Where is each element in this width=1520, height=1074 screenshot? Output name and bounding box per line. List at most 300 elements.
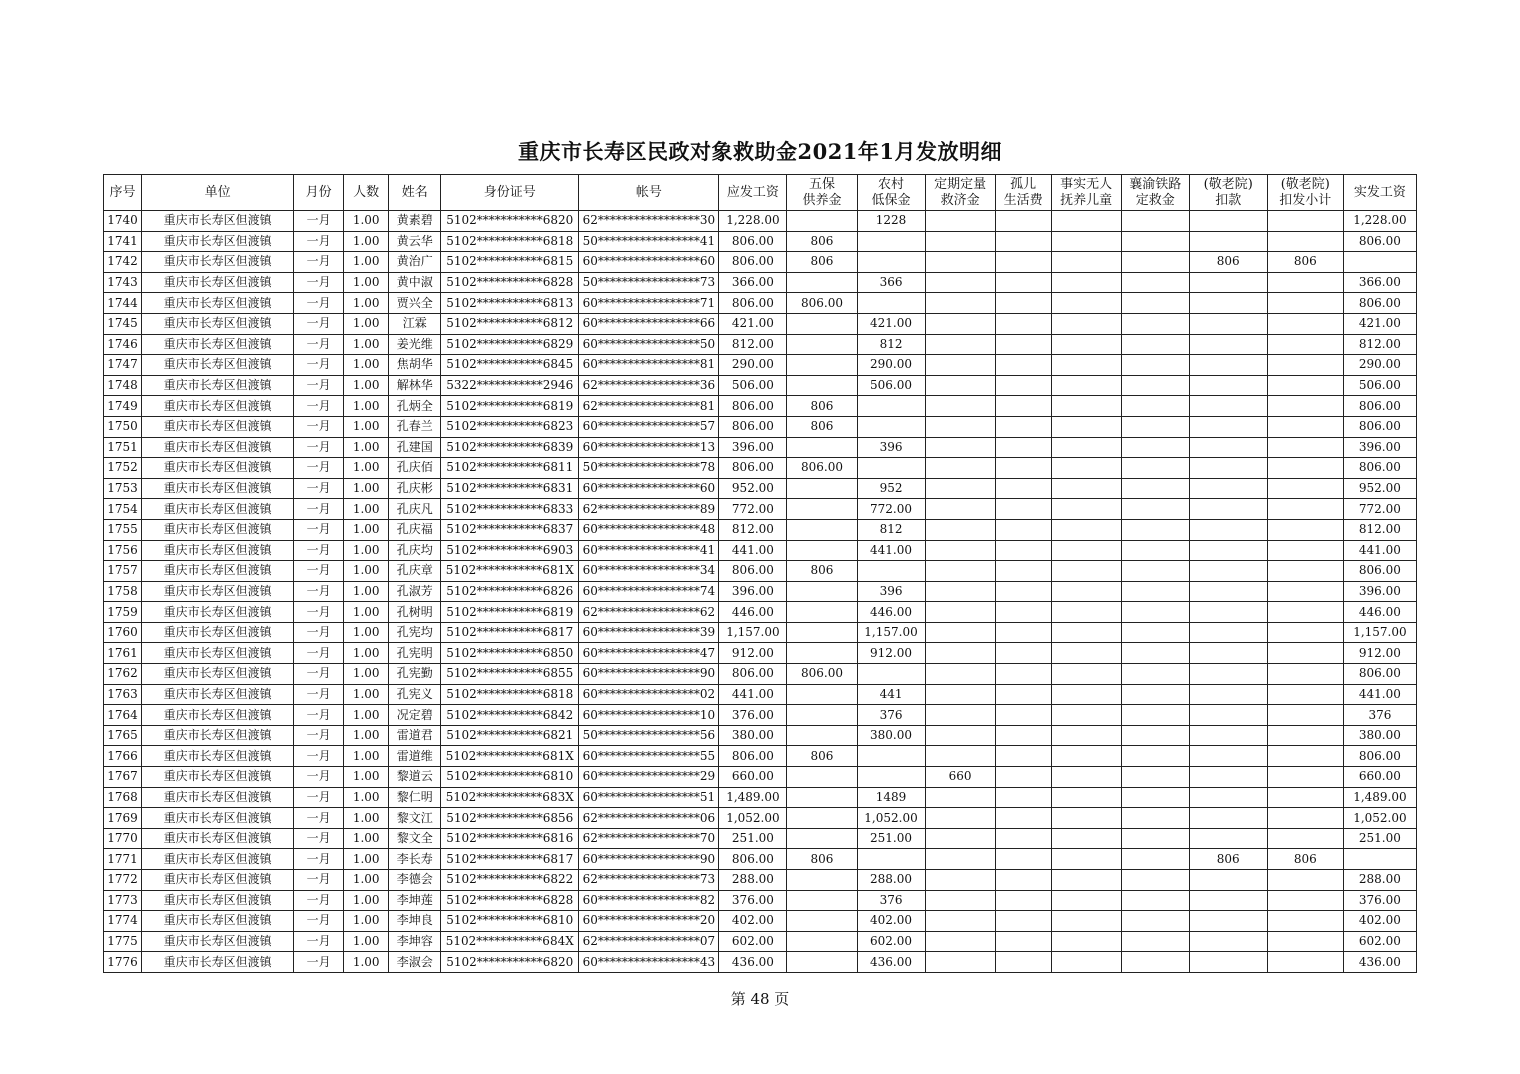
five-guarantee-support-cell [787, 767, 857, 788]
actual-payment-cell [1343, 252, 1416, 273]
id-number-cell: 5102***********6811 [441, 458, 579, 479]
regular-relief-cell [925, 911, 995, 932]
unit-cell: 重庆市长寿区但渡镇 [142, 705, 294, 726]
payable-amount-cell: 1,489.00 [719, 787, 787, 808]
row-number-cell: 1748 [104, 375, 142, 396]
five-guarantee-support-cell [787, 643, 857, 664]
nursing-home-deduction-cell [1189, 334, 1267, 355]
actual-payment-cell: 952.00 [1343, 478, 1416, 499]
column-header [579, 175, 719, 211]
nursing-home-deduction-cell [1189, 643, 1267, 664]
five-guarantee-support-cell: 806.00 [787, 293, 857, 314]
month-cell: 一月 [294, 272, 344, 293]
unit-cell: 重庆市长寿区但渡镇 [142, 643, 294, 664]
unsupported-child-cell [1051, 911, 1121, 932]
nursing-home-deduction-cell: 806 [1189, 849, 1267, 870]
orphan-living-cell [995, 252, 1051, 273]
account-number-cell: 60*****************57 [579, 416, 719, 437]
row-number-cell: 1765 [104, 725, 142, 746]
regular-relief-cell [925, 416, 995, 437]
nursing-home-withheld-cell [1267, 952, 1343, 973]
actual-payment-cell: 396.00 [1343, 437, 1416, 458]
row-number-cell: 1753 [104, 478, 142, 499]
unit-cell: 重庆市长寿区但渡镇 [142, 396, 294, 417]
rural-subsistence-cell [857, 746, 925, 767]
orphan-living-cell [995, 396, 1051, 417]
regular-relief-cell [925, 519, 995, 540]
unit-cell: 重庆市长寿区但渡镇 [142, 622, 294, 643]
table-row [104, 458, 1417, 479]
unit-cell: 重庆市长寿区但渡镇 [142, 767, 294, 788]
account-number-cell: 60*****************60 [579, 478, 719, 499]
table-row [104, 911, 1417, 932]
unit-cell: 重庆市长寿区但渡镇 [142, 602, 294, 623]
nursing-home-withheld-cell [1267, 499, 1343, 520]
five-guarantee-support-cell [787, 787, 857, 808]
five-guarantee-support-cell [787, 890, 857, 911]
payable-amount-cell: 421.00 [719, 313, 787, 334]
orphan-living-cell [995, 313, 1051, 334]
nursing-home-withheld-cell [1267, 396, 1343, 417]
account-number-cell: 60*****************90 [579, 664, 719, 685]
orphan-living-cell [995, 911, 1051, 932]
row-number-cell: 1752 [104, 458, 142, 479]
table-row [104, 519, 1417, 540]
row-number-cell: 1770 [104, 828, 142, 849]
column-header-line: 襄渝铁路 [1129, 176, 1182, 192]
payable-amount-cell: 912.00 [719, 643, 787, 664]
column-header-line: 五保 [808, 176, 835, 192]
month-cell: 一月 [294, 705, 344, 726]
five-guarantee-support-cell [787, 499, 857, 520]
id-number-cell: 5102***********6810 [441, 911, 579, 932]
five-guarantee-support-cell: 806 [787, 252, 857, 273]
account-number-cell: 60*****************66 [579, 313, 719, 334]
nursing-home-deduction-cell [1189, 911, 1267, 932]
nursing-home-deduction-cell [1189, 272, 1267, 293]
regular-relief-cell: 660 [925, 767, 995, 788]
headcount-cell: 1.00 [344, 705, 389, 726]
headcount-cell: 1.00 [344, 911, 389, 932]
account-number-cell: 62*****************89 [579, 499, 719, 520]
rural-subsistence-cell: 506.00 [857, 375, 925, 396]
account-number-cell: 50*****************78 [579, 458, 719, 479]
nursing-home-deduction-cell [1189, 375, 1267, 396]
actual-payment-cell: 288.00 [1343, 870, 1416, 891]
railway-relief-cell [1121, 931, 1189, 952]
railway-relief-cell [1121, 313, 1189, 334]
month-cell: 一月 [294, 911, 344, 932]
headcount-cell: 1.00 [344, 355, 389, 376]
actual-payment-cell: 806.00 [1343, 458, 1416, 479]
regular-relief-cell [925, 931, 995, 952]
row-number-cell: 1743 [104, 272, 142, 293]
unsupported-child-cell [1051, 849, 1121, 870]
unit-cell: 重庆市长寿区但渡镇 [142, 499, 294, 520]
five-guarantee-support-cell: 806 [787, 231, 857, 252]
account-number-cell: 50*****************73 [579, 272, 719, 293]
unit-cell: 重庆市长寿区但渡镇 [142, 849, 294, 870]
regular-relief-cell [925, 252, 995, 273]
unsupported-child-cell [1051, 602, 1121, 623]
railway-relief-cell [1121, 849, 1189, 870]
nursing-home-deduction-cell [1189, 767, 1267, 788]
actual-payment-cell: 806.00 [1343, 561, 1416, 582]
orphan-living-cell [995, 622, 1051, 643]
table-row [104, 643, 1417, 664]
payable-amount-cell: 506.00 [719, 375, 787, 396]
unsupported-child-cell [1051, 313, 1121, 334]
row-number-cell: 1763 [104, 684, 142, 705]
unsupported-child-cell [1051, 787, 1121, 808]
unsupported-child-cell [1051, 499, 1121, 520]
payable-amount-cell: 772.00 [719, 499, 787, 520]
headcount-cell: 1.00 [344, 334, 389, 355]
rural-subsistence-cell [857, 849, 925, 870]
headcount-cell: 1.00 [344, 581, 389, 602]
month-cell: 一月 [294, 622, 344, 643]
actual-payment-cell: 376.00 [1343, 890, 1416, 911]
column-header-line: 生活费 [1003, 192, 1043, 208]
name-cell: 贾兴全 [389, 293, 441, 314]
nursing-home-withheld-cell [1267, 808, 1343, 829]
nursing-home-withheld-cell [1267, 519, 1343, 540]
five-guarantee-support-cell [787, 622, 857, 643]
five-guarantee-support-cell [787, 355, 857, 376]
payable-amount-cell: 380.00 [719, 725, 787, 746]
name-cell: 黎仁明 [389, 787, 441, 808]
rural-subsistence-cell [857, 252, 925, 273]
id-number-cell: 5322***********2946 [441, 375, 579, 396]
regular-relief-cell [925, 952, 995, 973]
month-cell: 一月 [294, 355, 344, 376]
name-cell: 李坤容 [389, 931, 441, 952]
actual-payment-cell: 446.00 [1343, 602, 1416, 623]
nursing-home-deduction-cell: 806 [1189, 252, 1267, 273]
headcount-cell: 1.00 [344, 231, 389, 252]
regular-relief-cell [925, 499, 995, 520]
nursing-home-withheld-cell [1267, 334, 1343, 355]
five-guarantee-support-cell [787, 334, 857, 355]
row-number-cell: 1771 [104, 849, 142, 870]
row-number-cell: 1766 [104, 746, 142, 767]
name-cell: 解林华 [389, 375, 441, 396]
column-header-line: 单位 [204, 184, 231, 200]
name-cell: 孔宪明 [389, 643, 441, 664]
unsupported-child-cell [1051, 828, 1121, 849]
orphan-living-cell [995, 437, 1051, 458]
month-cell: 一月 [294, 396, 344, 417]
orphan-living-cell [995, 211, 1051, 232]
five-guarantee-support-cell: 806 [787, 849, 857, 870]
nursing-home-withheld-cell [1267, 787, 1343, 808]
nursing-home-withheld-cell [1267, 746, 1343, 767]
payable-amount-cell: 441.00 [719, 540, 787, 561]
orphan-living-cell [995, 293, 1051, 314]
payable-amount-cell: 446.00 [719, 602, 787, 623]
account-number-cell: 62*****************30 [579, 211, 719, 232]
id-number-cell: 5102***********6903 [441, 540, 579, 561]
table-header-row [104, 175, 1417, 211]
headcount-cell: 1.00 [344, 416, 389, 437]
name-cell: 李长寿 [389, 849, 441, 870]
id-number-cell: 5102***********6817 [441, 622, 579, 643]
account-number-cell: 62*****************07 [579, 931, 719, 952]
account-number-cell: 60*****************20 [579, 911, 719, 932]
row-number-cell: 1774 [104, 911, 142, 932]
month-cell: 一月 [294, 746, 344, 767]
month-cell: 一月 [294, 375, 344, 396]
railway-relief-cell [1121, 684, 1189, 705]
column-header-line: 救济金 [940, 192, 980, 208]
payable-amount-cell: 396.00 [719, 437, 787, 458]
id-number-cell: 5102***********681X [441, 561, 579, 582]
row-number-cell: 1761 [104, 643, 142, 664]
unsupported-child-cell [1051, 622, 1121, 643]
payable-amount-cell: 288.00 [719, 870, 787, 891]
row-number-cell: 1740 [104, 211, 142, 232]
unit-cell: 重庆市长寿区但渡镇 [142, 375, 294, 396]
nursing-home-deduction-cell [1189, 355, 1267, 376]
nursing-home-withheld-cell [1267, 725, 1343, 746]
row-number-cell: 1760 [104, 622, 142, 643]
rural-subsistence-cell: 446.00 [857, 602, 925, 623]
unit-cell: 重庆市长寿区但渡镇 [142, 540, 294, 561]
unit-cell: 重庆市长寿区但渡镇 [142, 870, 294, 891]
headcount-cell: 1.00 [344, 313, 389, 334]
headcount-cell: 1.00 [344, 293, 389, 314]
table-row [104, 581, 1417, 602]
unsupported-child-cell [1051, 684, 1121, 705]
row-number-cell: 1749 [104, 396, 142, 417]
regular-relief-cell [925, 355, 995, 376]
payable-amount-cell: 1,052.00 [719, 808, 787, 829]
five-guarantee-support-cell [787, 540, 857, 561]
orphan-living-cell [995, 808, 1051, 829]
table-body [104, 211, 1417, 973]
table-row [104, 272, 1417, 293]
headcount-cell: 1.00 [344, 437, 389, 458]
railway-relief-cell [1121, 643, 1189, 664]
rural-subsistence-cell: 441 [857, 684, 925, 705]
column-header [995, 175, 1051, 211]
table-row [104, 293, 1417, 314]
column-header-line: 身份证号 [483, 184, 536, 200]
name-cell: 孔庆福 [389, 519, 441, 540]
rural-subsistence-cell: 952 [857, 478, 925, 499]
unsupported-child-cell [1051, 870, 1121, 891]
table-row [104, 355, 1417, 376]
actual-payment-cell: 602.00 [1343, 931, 1416, 952]
regular-relief-cell [925, 581, 995, 602]
column-header-line: 实发工资 [1353, 184, 1406, 200]
unit-cell: 重庆市长寿区但渡镇 [142, 931, 294, 952]
headcount-cell: 1.00 [344, 458, 389, 479]
nursing-home-withheld-cell [1267, 828, 1343, 849]
id-number-cell: 5102***********6810 [441, 767, 579, 788]
account-number-cell: 50*****************56 [579, 725, 719, 746]
account-number-cell: 62*****************62 [579, 602, 719, 623]
headcount-cell: 1.00 [344, 808, 389, 829]
regular-relief-cell [925, 293, 995, 314]
table-row [104, 870, 1417, 891]
actual-payment-cell: 1,157.00 [1343, 622, 1416, 643]
unsupported-child-cell [1051, 540, 1121, 561]
actual-payment-cell: 251.00 [1343, 828, 1416, 849]
account-number-cell: 60*****************51 [579, 787, 719, 808]
month-cell: 一月 [294, 252, 344, 273]
id-number-cell: 5102***********6842 [441, 705, 579, 726]
id-number-cell: 5102***********6829 [441, 334, 579, 355]
name-cell: 黄治广 [389, 252, 441, 273]
actual-payment-cell: 436.00 [1343, 952, 1416, 973]
month-cell: 一月 [294, 416, 344, 437]
table-row [104, 787, 1417, 808]
name-cell: 孔庆佰 [389, 458, 441, 479]
orphan-living-cell [995, 931, 1051, 952]
headcount-cell: 1.00 [344, 375, 389, 396]
column-header [344, 175, 389, 211]
nursing-home-deduction-cell [1189, 293, 1267, 314]
nursing-home-withheld-cell [1267, 458, 1343, 479]
name-cell: 雷道君 [389, 725, 441, 746]
row-number-cell: 1747 [104, 355, 142, 376]
unit-cell: 重庆市长寿区但渡镇 [142, 355, 294, 376]
nursing-home-deduction-cell [1189, 561, 1267, 582]
actual-payment-cell: 806.00 [1343, 664, 1416, 685]
headcount-cell: 1.00 [344, 870, 389, 891]
regular-relief-cell [925, 231, 995, 252]
column-header [1343, 175, 1416, 211]
regular-relief-cell [925, 849, 995, 870]
orphan-living-cell [995, 272, 1051, 293]
railway-relief-cell [1121, 355, 1189, 376]
regular-relief-cell [925, 890, 995, 911]
five-guarantee-support-cell: 806.00 [787, 458, 857, 479]
railway-relief-cell [1121, 746, 1189, 767]
row-number-cell: 1769 [104, 808, 142, 829]
row-number-cell: 1745 [104, 313, 142, 334]
table-row [104, 478, 1417, 499]
unsupported-child-cell [1051, 519, 1121, 540]
payable-amount-cell: 1,157.00 [719, 622, 787, 643]
five-guarantee-support-cell [787, 931, 857, 952]
unit-cell: 重庆市长寿区但渡镇 [142, 334, 294, 355]
payable-amount-cell: 251.00 [719, 828, 787, 849]
account-number-cell: 60*****************34 [579, 561, 719, 582]
actual-payment-cell: 396.00 [1343, 581, 1416, 602]
railway-relief-cell [1121, 478, 1189, 499]
unit-cell: 重庆市长寿区但渡镇 [142, 952, 294, 973]
railway-relief-cell [1121, 705, 1189, 726]
regular-relief-cell [925, 458, 995, 479]
orphan-living-cell [995, 458, 1051, 479]
nursing-home-withheld-cell [1267, 890, 1343, 911]
table-row [104, 416, 1417, 437]
month-cell: 一月 [294, 519, 344, 540]
nursing-home-withheld-cell [1267, 767, 1343, 788]
unit-cell: 重庆市长寿区但渡镇 [142, 293, 294, 314]
row-number-cell: 1751 [104, 437, 142, 458]
actual-payment-cell: 421.00 [1343, 313, 1416, 334]
column-header-line: (敬老院) [1203, 176, 1253, 192]
regular-relief-cell [925, 746, 995, 767]
actual-payment-cell: 1,052.00 [1343, 808, 1416, 829]
nursing-home-deduction-cell [1189, 870, 1267, 891]
nursing-home-withheld-cell [1267, 911, 1343, 932]
unit-cell: 重庆市长寿区但渡镇 [142, 581, 294, 602]
nursing-home-withheld-cell [1267, 622, 1343, 643]
month-cell: 一月 [294, 828, 344, 849]
nursing-home-deduction-cell [1189, 931, 1267, 952]
month-cell: 一月 [294, 787, 344, 808]
month-cell: 一月 [294, 478, 344, 499]
rural-subsistence-cell: 441.00 [857, 540, 925, 561]
month-cell: 一月 [294, 849, 344, 870]
orphan-living-cell [995, 849, 1051, 870]
headcount-cell: 1.00 [344, 787, 389, 808]
rural-subsistence-cell: 436.00 [857, 952, 925, 973]
row-number-cell: 1741 [104, 231, 142, 252]
railway-relief-cell [1121, 375, 1189, 396]
orphan-living-cell [995, 478, 1051, 499]
rural-subsistence-cell [857, 458, 925, 479]
unsupported-child-cell [1051, 581, 1121, 602]
month-cell: 一月 [294, 890, 344, 911]
unit-cell: 重庆市长寿区但渡镇 [142, 725, 294, 746]
account-number-cell: 60*****************74 [579, 581, 719, 602]
table-row [104, 437, 1417, 458]
table-row [104, 622, 1417, 643]
actual-payment-cell: 1,228.00 [1343, 211, 1416, 232]
month-cell: 一月 [294, 664, 344, 685]
regular-relief-cell [925, 684, 995, 705]
regular-relief-cell [925, 705, 995, 726]
rural-subsistence-cell: 602.00 [857, 931, 925, 952]
payable-amount-cell: 366.00 [719, 272, 787, 293]
five-guarantee-support-cell [787, 313, 857, 334]
month-cell: 一月 [294, 581, 344, 602]
orphan-living-cell [995, 540, 1051, 561]
regular-relief-cell [925, 828, 995, 849]
column-header [142, 175, 294, 211]
unit-cell: 重庆市长寿区但渡镇 [142, 561, 294, 582]
account-number-cell: 60*****************50 [579, 334, 719, 355]
actual-payment-cell: 772.00 [1343, 499, 1416, 520]
table-row [104, 499, 1417, 520]
orphan-living-cell [995, 705, 1051, 726]
relief-payment-table [103, 174, 1417, 973]
column-header-line: 定期定量 [934, 176, 987, 192]
orphan-living-cell [995, 602, 1051, 623]
row-number-cell: 1755 [104, 519, 142, 540]
five-guarantee-support-cell [787, 581, 857, 602]
id-number-cell: 5102***********6855 [441, 664, 579, 685]
nursing-home-deduction-cell [1189, 478, 1267, 499]
five-guarantee-support-cell: 806 [787, 416, 857, 437]
payable-amount-cell: 806.00 [719, 231, 787, 252]
rural-subsistence-cell: 772.00 [857, 499, 925, 520]
unit-cell: 重庆市长寿区但渡镇 [142, 808, 294, 829]
month-cell: 一月 [294, 870, 344, 891]
account-number-cell: 60*****************29 [579, 767, 719, 788]
payable-amount-cell: 806.00 [719, 746, 787, 767]
table-row [104, 849, 1417, 870]
headcount-cell: 1.00 [344, 396, 389, 417]
unit-cell: 重庆市长寿区但渡镇 [142, 458, 294, 479]
nursing-home-deduction-cell [1189, 602, 1267, 623]
payable-amount-cell: 402.00 [719, 911, 787, 932]
